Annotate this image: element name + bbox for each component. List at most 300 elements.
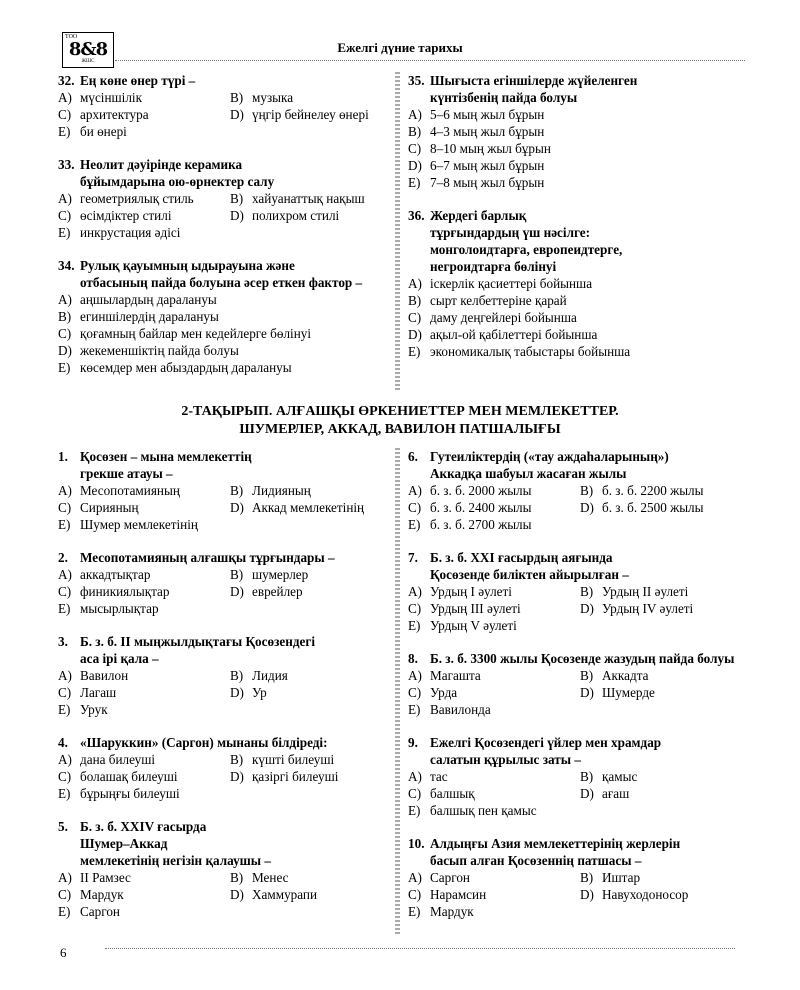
option-letter: D) [230,500,244,515]
question-line: тұрғындардың үш нәсілге: [430,225,591,240]
option-letter: D) [230,584,244,599]
question-line: монголоидтарға, европеидтерге, [430,242,623,257]
question-line: Рулық қауымның ыдырауына және [80,258,295,273]
option-letter: E) [408,702,421,717]
question-text [58,448,388,482]
option-letter: A) [408,107,422,122]
option-text: музыка [252,90,294,105]
question-line: Жердегі барлық [430,208,527,223]
question-line: Гутеиліктердің («тау аждаһаларының») [430,449,669,464]
option-text: Ур [252,685,267,700]
option-text: балшық [430,786,475,801]
answer-option[interactable] [580,600,748,617]
question-text [58,257,388,291]
option-letter: A) [58,668,72,683]
option-letter: E) [58,225,71,240]
answer-options [58,190,388,241]
topic-heading-line2: ШУМЕРЛЕР, АККАД, ВАВИЛОН ПАТШАЛЫҒЫ [239,422,561,437]
option-letter: D) [230,769,244,784]
option-text: іскерлік қасиеттері бойынша [430,276,593,291]
column-divider-top [395,72,400,390]
question-text [408,207,748,275]
answer-option[interactable] [58,190,230,207]
option-letter: A) [58,191,72,206]
option-letter: D) [230,208,244,223]
answer-option[interactable] [580,482,748,499]
option-text: үңгір бейнелеу өнері [252,107,369,122]
question-number: 1. [58,449,68,464]
question-item [408,72,748,191]
answer-options [408,667,748,718]
answer-option[interactable] [580,583,748,600]
column-divider-bottom [395,448,400,936]
question-text [58,633,388,667]
answer-option[interactable] [58,499,230,516]
answer-options [408,106,748,191]
option-letter: C) [58,887,72,902]
answer-option[interactable] [58,903,388,920]
option-letter: E) [408,618,421,633]
answer-option[interactable] [408,684,580,701]
question-item [58,734,388,802]
answer-options [408,275,748,360]
question-line: Шығыста егіншілерде жүйеленген [430,73,638,88]
option-letter: E) [58,786,71,801]
option-text: шумерлер [252,567,309,582]
answer-option[interactable] [230,667,388,684]
questions-column-top-right [408,72,748,376]
answer-option[interactable] [58,667,230,684]
answer-option[interactable] [58,583,230,600]
option-text: инкрустация әдісі [80,225,181,240]
answer-option[interactable] [58,106,230,123]
option-letter: B) [230,567,244,582]
answer-option[interactable] [580,869,748,886]
answer-option[interactable] [58,516,388,533]
question-number: 2. [58,550,68,565]
option-text: Навуходоносор [602,887,689,902]
question-line: «Шаруккин» (Саргон) мынаны білдіреді: [80,735,328,750]
option-letter: B) [580,483,594,498]
answer-options [58,667,388,718]
option-letter: B) [408,124,422,139]
answer-option[interactable] [408,499,580,516]
option-text: Урук [80,702,108,717]
answer-option[interactable] [408,326,748,343]
option-letter: A) [408,668,422,683]
answer-option[interactable] [230,768,388,785]
answer-option[interactable] [58,359,388,376]
question-item [408,734,748,819]
option-letter: D) [230,887,244,902]
option-letter: B) [580,584,594,599]
answer-option[interactable] [58,325,388,342]
option-text: қоғамның байлар мен кедейлерге бөлінуі [80,326,312,341]
question-line: негроидтарға бөлінуі [430,259,557,274]
answer-option[interactable] [408,140,748,157]
answer-option[interactable] [408,106,748,123]
answer-option[interactable] [408,174,748,191]
option-text: финикиялықтар [80,584,170,599]
question-number: 8. [408,651,418,666]
option-letter: C) [408,500,422,515]
answer-option[interactable] [408,516,748,533]
option-text: Вавилонда [430,702,491,717]
answer-options [58,751,388,802]
answer-option[interactable] [408,701,748,718]
answer-option[interactable] [58,482,230,499]
option-letter: D) [580,601,594,616]
running-header: Ежелгі дүние тарихы [337,40,463,55]
question-line: Б. з. б. XXI ғасырдың аяғында [430,550,613,565]
option-text: Урдың II әулеті [602,584,689,599]
answer-option[interactable] [58,207,230,224]
question-line: бұйымдарына ою-өрнектер салу [80,174,275,189]
option-text: б. з. б. 2000 жылы [430,483,532,498]
answer-options [58,869,388,920]
option-letter: D) [230,685,244,700]
answer-option[interactable] [408,583,580,600]
question-text [408,835,748,869]
option-letter: E) [408,904,421,919]
option-letter: D) [408,158,422,173]
option-letter: C) [58,107,72,122]
question-line: Қосөзенде биліктен айырылған – [430,567,629,582]
option-letter: E) [58,517,71,532]
answer-option[interactable] [408,343,748,360]
question-number: 35. [408,73,425,88]
answer-option[interactable] [58,701,388,718]
question-number: 36. [408,208,425,223]
answer-option[interactable] [58,869,230,886]
topic-heading-line1: 2-ТАҚЫРЫП. АЛҒАШҚЫ ӨРКЕНИЕТТЕР МЕН МЕМЛЕКЕТТЕР. [181,404,619,419]
answer-options [58,89,388,140]
question-line: Аккадқа шабуыл жасаған жылы [430,466,627,481]
answer-option[interactable] [408,667,580,684]
question-line: Қосөзен – мына мемлекеттің [80,449,252,464]
option-letter: E) [408,175,421,190]
answer-option[interactable] [408,886,580,903]
option-text: Аккад мемлекетінің [252,500,365,515]
option-letter: A) [58,870,72,885]
answer-option[interactable] [408,292,748,309]
answer-option[interactable] [230,869,388,886]
option-text: Урда [430,685,458,700]
answer-option[interactable] [58,785,388,802]
option-letter: B) [230,668,244,683]
question-number: 10. [408,836,425,851]
question-item [58,448,388,533]
question-number: 33. [58,157,75,172]
option-text: б. з. б. 2700 жылы [430,517,532,532]
answer-option[interactable] [230,751,388,768]
footer-rule [105,948,735,949]
topic-heading [0,403,800,439]
option-text: көсемдер мен абыздардың даралануы [80,360,292,375]
question-text [58,549,388,566]
question-text [58,156,388,190]
answer-option[interactable] [58,566,230,583]
option-text: Саргон [80,904,120,919]
answer-option[interactable] [408,869,580,886]
option-letter: A) [408,769,422,784]
question-item [58,257,388,376]
question-item [58,818,388,920]
answer-option[interactable] [58,342,388,359]
option-letter: A) [58,567,72,582]
logo-brand: 8&8 [68,39,108,60]
option-letter: A) [408,483,422,498]
option-text: б. з. б. 2400 жылы [430,500,532,515]
question-item [58,156,388,241]
question-item [408,835,748,920]
question-line: басып алған Қосөзеннің патшасы – [430,853,642,868]
option-text: 8–10 мың жыл бұрын [430,141,551,156]
answer-option[interactable] [408,482,580,499]
option-text: II Рамзес [80,870,131,885]
question-item [58,72,388,140]
option-text: 5–6 мың жыл бұрын [430,107,545,122]
option-letter: D) [580,887,594,902]
answer-options [58,291,388,376]
answer-option[interactable] [580,684,748,701]
answer-option[interactable] [230,886,388,903]
option-letter: C) [58,685,72,700]
question-number: 32. [58,73,75,88]
option-text: мысырлықтар [80,601,159,616]
question-number: 7. [408,550,418,565]
option-letter: E) [408,517,421,532]
option-letter: B) [230,752,244,767]
answer-option[interactable] [408,785,580,802]
option-letter: E) [408,803,421,818]
option-letter: A) [408,276,422,291]
option-text: қамыс [602,769,638,784]
option-text: 6–7 мың жыл бұрын [430,158,545,173]
logo-top-text: ТОО [65,34,78,40]
option-letter: A) [58,292,72,307]
option-text: Мардук [430,904,474,919]
option-text: полихром стилі [252,208,340,223]
question-line: Б. з. б. II мыңжылдықтағы Қосөзендегі [80,634,315,649]
logo-sub-text: ЖШС [81,59,95,64]
question-item [408,549,748,634]
header-rule [115,60,745,61]
option-letter: B) [580,668,594,683]
answer-option[interactable] [580,499,748,516]
option-letter: D) [408,327,422,342]
question-number: 4. [58,735,68,750]
option-text: Шумер мемлекетінің [80,517,198,532]
answer-option[interactable] [408,617,748,634]
option-letter: B) [230,870,244,885]
answer-option[interactable] [580,667,748,684]
option-text: Месопотамияның [80,483,180,498]
option-letter: A) [58,752,72,767]
option-text: Магашта [430,668,481,683]
option-letter: B) [230,90,244,105]
questions-column-bottom-left [58,448,388,936]
option-letter: D) [58,343,72,358]
option-letter: A) [408,870,422,885]
question-line: Алдыңғы Азия мемлекеттерінің жерлерін [430,836,681,851]
answer-option[interactable] [230,482,388,499]
question-text [408,72,748,106]
option-letter: C) [408,141,422,156]
answer-option[interactable] [580,886,748,903]
answer-option[interactable] [408,600,580,617]
option-letter: D) [230,107,244,122]
answer-option[interactable] [230,190,388,207]
question-text [58,818,388,869]
answer-option[interactable] [408,802,748,819]
option-text: Урдың IV әулеті [602,601,694,616]
option-text: даму деңгейлері бойынша [430,310,577,325]
option-text: Лидияның [252,483,311,498]
answer-option[interactable] [230,207,388,224]
answer-option[interactable] [580,768,748,785]
option-text: би өнері [80,124,127,139]
option-text: сырт келбеттеріне қарай [430,293,567,308]
option-text: Аккадта [602,668,649,683]
option-letter: C) [58,769,72,784]
option-letter: C) [58,584,72,599]
option-text: аңшылардың даралануы [80,292,217,307]
question-text [408,650,748,667]
question-text [408,734,748,768]
question-number: 5. [58,819,68,834]
answer-option[interactable] [58,308,388,325]
option-letter: A) [58,90,72,105]
answer-option[interactable] [408,275,748,292]
answer-options [408,583,748,634]
option-text: мүсіншілік [80,90,142,105]
option-text: жекеменшіктің пайда болуы [80,343,239,358]
option-text: экономикалық табыстары бойынша [430,344,631,359]
answer-option[interactable] [58,123,388,140]
option-text: болашақ билеуші [80,769,178,784]
option-letter: E) [58,702,71,717]
option-text: Шумерде [602,685,655,700]
question-text [408,549,748,583]
question-number: 9. [408,735,418,750]
option-text: 7–8 мың жыл бұрын [430,175,545,190]
option-letter: E) [408,344,421,359]
question-line: грекше атауы – [80,466,173,481]
answer-options [408,768,748,819]
option-text: дана билеуші [80,752,156,767]
answer-options [408,869,748,920]
answer-option[interactable] [408,768,580,785]
option-letter: E) [58,124,71,139]
option-letter: E) [58,360,71,375]
option-letter: E) [58,601,71,616]
option-text: Сирияның [80,500,139,515]
option-letter: A) [58,483,72,498]
question-text [58,72,388,89]
answer-option[interactable] [408,903,748,920]
answer-option[interactable] [58,886,230,903]
option-text: ақыл-ой қабілеттері бойынша [430,327,598,342]
option-text: Хаммурапи [252,887,318,902]
answer-option[interactable] [58,291,388,308]
option-text: Менес [252,870,289,885]
option-text: еврейлер [252,584,303,599]
option-text: Урдың III әулеті [430,601,521,616]
option-letter: C) [58,208,72,223]
question-line: салатын құрылыс заты – [430,752,581,767]
page-number: 6 [60,945,67,960]
question-number: 34. [58,258,75,273]
option-text: б. з. б. 2200 жылы [602,483,704,498]
question-number: 6. [408,449,418,464]
answer-option[interactable] [58,684,230,701]
answer-option[interactable] [58,224,388,241]
option-text: Иштар [602,870,641,885]
option-text: хайуанаттық нақыш [252,191,365,206]
answer-option[interactable] [230,89,388,106]
question-item [408,448,748,533]
answer-option[interactable] [408,123,748,140]
answer-option[interactable] [58,768,230,785]
option-text: бұрыңғы билеуші [80,786,180,801]
option-letter: B) [580,769,594,784]
question-line: аса ірі қала – [80,651,159,666]
answer-option[interactable] [408,157,748,174]
question-number: 3. [58,634,68,649]
question-text [408,448,748,482]
question-line: отбасының пайда болуына әсер еткен фактор – [80,275,363,290]
option-text: өсімдіктер стилі [80,208,172,223]
question-line: Ежелгі Қосөзендегі үйлер мен храмдар [430,735,662,750]
option-letter: C) [408,786,422,801]
option-text: 4–3 мың жыл бұрын [430,124,545,139]
question-item [408,650,748,718]
answer-option[interactable] [58,600,388,617]
answer-option[interactable] [580,785,748,802]
question-line: Ең көне өнер түрі – [80,73,196,88]
question-item [58,549,388,617]
option-text: ағаш [602,786,630,801]
answer-option[interactable] [230,499,388,516]
answer-option[interactable] [58,751,230,768]
option-letter: D) [580,786,594,801]
question-line: мемлекетінің негізін қалаушы – [80,853,271,868]
answer-option[interactable] [58,89,230,106]
option-letter: B) [230,483,244,498]
option-text: күшті билеуші [252,752,335,767]
option-letter: C) [408,601,422,616]
answer-option[interactable] [230,566,388,583]
option-letter: C) [408,310,422,325]
option-text: тас [430,769,448,784]
answer-options [408,482,748,533]
question-text [58,734,388,751]
answer-option[interactable] [230,583,388,600]
questions-column-top-left [58,72,388,392]
answer-options [58,482,388,533]
answer-option[interactable] [230,106,388,123]
option-letter: C) [58,500,72,515]
answer-option[interactable] [408,309,748,326]
option-letter: D) [580,685,594,700]
option-text: балшық пен қамыс [430,803,537,818]
question-line: Неолит дәуірінде керамика [80,157,243,172]
option-text: аккадтықтар [80,567,151,582]
answer-option[interactable] [230,684,388,701]
option-text: Вавилон [80,668,129,683]
option-letter: E) [58,904,71,919]
